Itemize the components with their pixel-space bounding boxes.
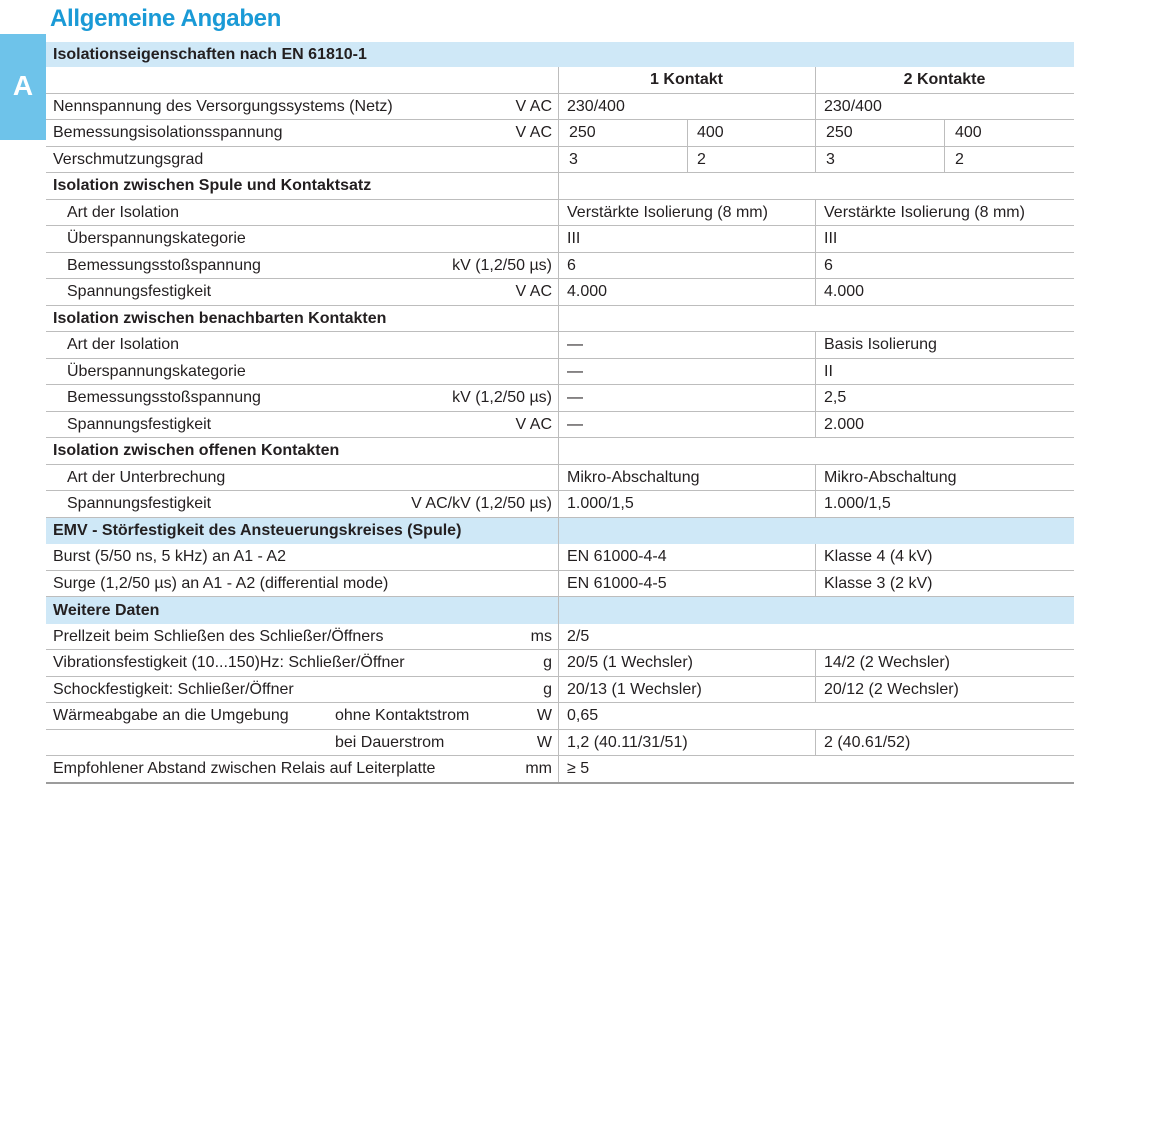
cell-value: 14/2 (2 Wechsler) — [824, 654, 950, 671]
row-label: Bemessungsisolationsspannung — [53, 124, 283, 141]
row-label: Bemessungsstoßspannung — [67, 256, 261, 274]
row-label: Burst (5/50 ns, 5 kHz) an A1 - A2 — [53, 548, 286, 565]
section-header-row — [46, 42, 1074, 67]
cell-value: EN 61000-4-5 — [567, 574, 667, 592]
column-divider — [558, 491, 559, 517]
column-divider — [815, 253, 816, 278]
row-label: Nennspannung des Versorgungssystems (Netz) — [53, 97, 393, 115]
row-label: Spannungsfestigkeit — [67, 495, 212, 512]
cell-value: 2/5 — [567, 627, 590, 645]
cell-value: 20/13 (1 Wechsler) — [567, 680, 702, 698]
table-row — [46, 226, 1074, 253]
column-divider — [558, 253, 559, 278]
row-label: Empfohlener Abstand zwischen Relais auf Leiterplatte — [53, 760, 436, 777]
column-divider — [815, 544, 816, 570]
row-unit: W — [536, 733, 552, 751]
column-divider — [558, 518, 559, 544]
row-unit: V AC — [515, 97, 552, 115]
row-label: Surge (1,2/50 µs) an A1 - A2 (differential mode) — [53, 574, 389, 592]
row-unit: mm — [525, 760, 552, 777]
row-unit: V AC — [515, 283, 552, 300]
table-row — [46, 385, 1074, 412]
column-divider — [558, 703, 559, 729]
cell-value: 4.000 — [567, 283, 608, 300]
column-divider — [558, 332, 559, 358]
column-divider — [558, 438, 559, 464]
cell-value: Klasse 4 (4 kV) — [824, 548, 933, 565]
cell-value: Mikro-Abschaltung — [824, 468, 957, 486]
cell-value: 2 — [697, 150, 706, 168]
cell-value: 2,5 — [824, 389, 847, 406]
column-header: 1 Kontakt — [650, 71, 723, 88]
column-header: 2 Kontakte — [903, 71, 986, 88]
column-divider — [558, 412, 559, 437]
table-row — [46, 147, 1074, 173]
column-divider — [558, 756, 559, 782]
cell-value: III — [824, 230, 838, 247]
cell-value: 2.000 — [824, 415, 865, 433]
table-row — [46, 120, 1074, 147]
table-row — [46, 94, 1074, 120]
column-divider — [558, 730, 559, 755]
column-divider — [815, 279, 816, 305]
cell-value: 1.000/1,5 — [824, 495, 891, 512]
table-row — [46, 756, 1074, 784]
table-row — [46, 438, 1074, 465]
row-label: Art der Isolation — [67, 336, 180, 353]
table-row — [46, 67, 1074, 94]
row-unit: kV (1,2/50 µs) — [452, 389, 552, 406]
column-divider — [815, 120, 816, 146]
column-divider — [815, 359, 816, 384]
row-label: Prellzeit beim Schließen des Schließer/Öffners — [53, 627, 384, 645]
column-divider — [558, 226, 559, 252]
row-unit: V AC/kV (1,2/50 µs) — [411, 495, 552, 512]
row-unit: kV (1,2/50 µs) — [452, 256, 552, 274]
column-divider — [558, 279, 559, 305]
row-label: Bemessungsstoßspannung — [67, 389, 261, 406]
cell-value: 4.000 — [824, 283, 865, 300]
page-title: Allgemeine Angaben — [50, 5, 282, 32]
cell-value: III — [567, 230, 581, 247]
row-unit: g — [543, 680, 552, 698]
cell-value: — — [567, 336, 583, 353]
column-divider — [558, 465, 559, 490]
cell-value: ≥ 5 — [567, 760, 590, 777]
row-unit: ms — [530, 627, 552, 645]
row-label: Art der Unterbrechung — [67, 468, 226, 486]
row-label: Überspannungskategorie — [67, 230, 246, 247]
cell-value: Verstärkte Isolierung (8 mm) — [824, 203, 1025, 221]
column-divider — [558, 94, 559, 119]
column-divider — [815, 412, 816, 437]
table-row — [46, 253, 1074, 279]
column-divider — [558, 120, 559, 146]
column-divider — [558, 624, 559, 649]
row-label: Art der Isolation — [67, 203, 180, 221]
table-row — [46, 677, 1074, 703]
table-row — [46, 730, 1074, 756]
column-divider — [815, 571, 816, 596]
row-unit: V AC — [515, 124, 552, 141]
column-divider — [558, 544, 559, 570]
column-divider — [687, 120, 688, 146]
column-divider — [558, 650, 559, 676]
table-row — [46, 306, 1074, 332]
column-divider — [815, 730, 816, 755]
cell-value: 0,65 — [567, 707, 599, 724]
cell-value: 2 (40.61/52) — [824, 733, 911, 751]
row-label: Wärmeabgabe an die Umgebung — [53, 707, 289, 724]
row-sublabel: ohne Kontaktstrom — [335, 707, 470, 724]
general-data-table — [46, 42, 1074, 784]
column-divider — [815, 147, 816, 172]
column-divider — [558, 200, 559, 225]
column-divider — [558, 173, 559, 199]
column-divider — [558, 597, 559, 624]
cell-value: 3 — [826, 150, 835, 168]
column-divider — [815, 226, 816, 252]
row-unit: W — [536, 707, 552, 724]
column-divider — [558, 147, 559, 172]
cell-value: — — [567, 362, 583, 380]
column-divider — [815, 94, 816, 119]
cell-value: 20/12 (2 Wechsler) — [824, 680, 959, 698]
row-label: Spannungsfestigkeit — [67, 415, 212, 433]
cell-value: 250 — [826, 124, 853, 141]
section-header-row — [46, 518, 1074, 544]
row-label: Überspannungskategorie — [67, 362, 246, 380]
cell-value: 6 — [567, 256, 576, 274]
column-divider — [815, 650, 816, 676]
table-row — [46, 412, 1074, 438]
cell-value: Klasse 3 (2 kV) — [824, 574, 933, 592]
table-row — [46, 491, 1074, 518]
cell-value: II — [824, 362, 833, 380]
section-title: Weitere Daten — [53, 601, 160, 619]
cell-value: 20/5 (1 Wechsler) — [567, 654, 693, 671]
section-title: Isolationseigenschaften nach EN 61810-1 — [53, 45, 367, 63]
table-row — [46, 200, 1074, 226]
column-divider — [815, 491, 816, 517]
cell-value: Basis Isolierung — [824, 336, 937, 353]
cell-value: 1.000/1,5 — [567, 495, 634, 512]
cell-value: 400 — [697, 124, 724, 141]
row-label: Vibrationsfestigkeit (10...150)Hz: Schließer/Öffner — [53, 654, 405, 671]
column-divider — [815, 200, 816, 225]
column-divider — [558, 677, 559, 702]
group-title: Isolation zwischen Spule und Kontaktsatz — [53, 177, 372, 194]
column-divider — [558, 385, 559, 411]
cell-value: Verstärkte Isolierung (8 mm) — [567, 203, 768, 221]
table-row — [46, 544, 1074, 571]
section-header-row — [46, 597, 1074, 624]
cell-value: 6 — [824, 256, 833, 274]
cell-value: 400 — [955, 124, 982, 141]
section-tab — [0, 34, 46, 140]
row-label: Schockfestigkeit: Schließer/Öffner — [53, 680, 294, 698]
cell-value: — — [567, 389, 583, 406]
row-sublabel: bei Dauerstrom — [335, 733, 445, 751]
column-divider — [944, 120, 945, 146]
group-title: Isolation zwischen offenen Kontakten — [53, 442, 340, 459]
table-row — [46, 332, 1074, 359]
cell-value: 2 — [955, 150, 964, 168]
table-row — [46, 571, 1074, 597]
column-divider — [687, 147, 688, 172]
table-row — [46, 703, 1074, 730]
section-tab-letter: A — [12, 70, 34, 101]
table-row — [46, 650, 1074, 677]
row-unit: V AC — [515, 415, 552, 433]
column-divider — [815, 332, 816, 358]
cell-value: Mikro-Abschaltung — [567, 468, 700, 486]
group-title: Isolation zwischen benachbarten Kontakten — [53, 309, 387, 327]
table-row — [46, 359, 1074, 385]
column-divider — [815, 465, 816, 490]
cell-value: 250 — [569, 124, 596, 141]
table-row — [46, 465, 1074, 491]
cell-value: 1,2 (40.11/31/51) — [567, 733, 688, 751]
table-row — [46, 279, 1074, 306]
column-divider — [558, 359, 559, 384]
cell-value: 230/400 — [824, 97, 882, 115]
cell-value: 230/400 — [567, 97, 625, 115]
row-label: Spannungsfestigkeit — [67, 283, 212, 300]
section-title: EMV - Störfestigkeit des Ansteuerungskreises (Spule) — [53, 522, 462, 539]
cell-value: EN 61000-4-4 — [567, 548, 667, 565]
table-row — [46, 173, 1074, 200]
cell-value: — — [567, 415, 583, 433]
row-unit: g — [543, 654, 552, 671]
column-divider — [815, 677, 816, 702]
column-divider — [558, 571, 559, 596]
cell-value: 3 — [569, 150, 578, 168]
column-divider — [815, 385, 816, 411]
table-row — [46, 624, 1074, 650]
column-divider — [944, 147, 945, 172]
column-divider — [558, 306, 559, 331]
row-label: Verschmutzungsgrad — [53, 150, 204, 168]
